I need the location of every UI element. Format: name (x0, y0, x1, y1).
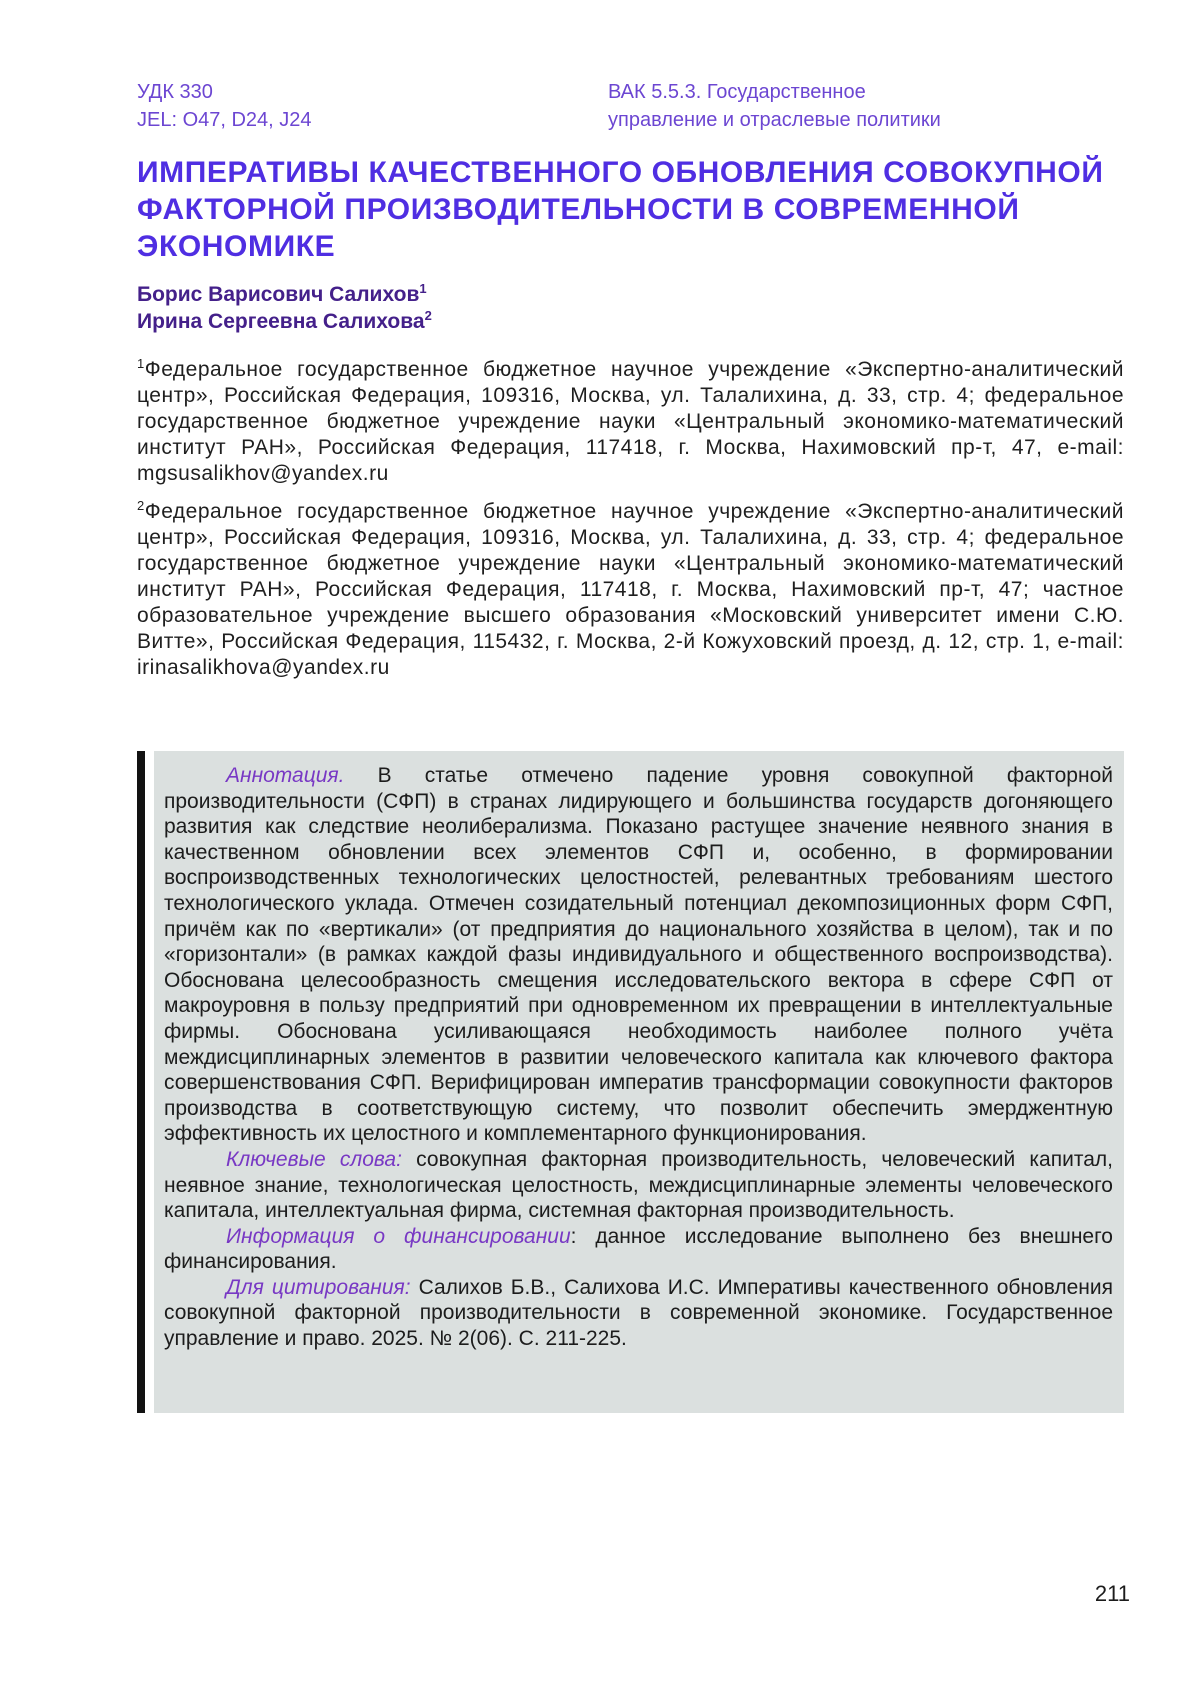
header-meta (137, 78, 1124, 134)
affiliation-1 (137, 357, 1124, 487)
vak-category-line1: ВАК 5.5.3. Государственное (608, 81, 866, 103)
keywords-label: Ключевые слова: (226, 1147, 402, 1171)
abstract-paragraph (164, 763, 1113, 1147)
affiliation-1-sup: 1 (137, 356, 145, 371)
keywords-paragraph (164, 1147, 1113, 1224)
affiliation-2 (137, 499, 1124, 681)
citation-label: Для цитирования: (226, 1275, 411, 1299)
funding-paragraph (164, 1224, 1113, 1275)
citation-paragraph (164, 1275, 1113, 1352)
author-2 (137, 308, 1124, 335)
abstract-text: В статье отмечено падение уровня совокупной факторной производительности (СФП) в странах лидирующего и большинства государств догоняющего развития как следствие неолиберализма. Показано растущее значение неявного знания в качественном обновлении всех элементов СФП и, особенно, в формировании воспроизводственных технологических целостностей, релевантных требованиям шестого технологического уклада. Отмечен созидательный потенциал декомпозиционных форм СФП, причём как по «вертикали» (от предприятия до национального хозяйства в целом), так и по «горизонтали» (в рамках каждой фазы индивидуального и общественного воспроизводства). Обоснована целесообразность смещения исследовательского вектора в сфере СФП от макроуровня в пользу предприятий при одновременном их превращении в интеллектуальные фирмы. Обоснована усиливающаяся необходимость наиболее полного учёта междисциплинарных элементов в развитии человеческого капитала как ключевого фактора совершенствования СФП. Верифицирован императив трансформации совокупности факторов производства в соответствующую систему, что позволит обеспечить эмерджентную эффективность их целостного и комплементарного функционирования. (164, 764, 1113, 1146)
citation-text: Салихов Б.В., Салихова И.С. Императивы качественного обновления совокупной факторной производительности в современной экономике. Государственное управление и право. 2025. № 2(06). С. 211-225. (164, 1275, 1114, 1351)
udk-code: УДК 330 (137, 81, 213, 103)
funding-label: Информация о финансировании (226, 1224, 571, 1248)
author-1 (137, 281, 1124, 308)
affiliation-2-text: Федеральное государственное бюджетное научное учреждение «Экспертно-аналитический центр», Российская Федерация, 109316, Москва, ул. Талалихина, д. 33, стр. 4; федеральное государственное бюджетное учреждение науки «Центральный экономико-математический институт РАН», Российская Федерация, 117418, г. Москва, Нахимовский пр-т, 47; частное образовательное учреждение высшего образования «Московский университет имени С.Ю. Витте», Российская Федерация, 115432, г. Москва, 2-й Кожуховский проезд, д. 12, стр. 1, e-mail: irinasalikhova@yandex.ru (137, 500, 1124, 679)
author-2-name: Ирина Сергеевна Салихова (137, 310, 425, 333)
affiliation-2-sup: 2 (137, 498, 145, 513)
author-1-sup: 1 (419, 281, 427, 296)
page-number: 211 (1094, 1581, 1130, 1606)
vak-category-line2: управление и отраслевые политики (608, 109, 941, 131)
funding-text: : данное исследование выполнено без внешнего финансирования. (164, 1224, 1113, 1274)
authors-block (137, 281, 1124, 335)
author-1-name: Борис Варисович Салихов (137, 283, 420, 306)
abstract-section (137, 751, 1124, 1413)
vak-category (608, 78, 1124, 134)
affiliation-1-text: Федеральное государственное бюджетное научное учреждение «Экспертно-аналитический центр», Российская Федерация, 109316, Москва, ул. Талалихина, д. 33, стр. 4; федеральное государственное бюджетное учреждение науки «Центральный экономико-математический институт РАН», Российская Федерация, 117418, г. Москва, Нахимовский пр-т, 47, e-mail: mgsusalikhov@yandex.ru (137, 358, 1124, 485)
jel-codes: JEL: O47, D24, J24 (137, 109, 312, 131)
header-meta-left (137, 78, 577, 134)
article-title: ИМПЕРАТИВЫ КАЧЕСТВЕННОГО ОБНОВЛЕНИЯ СОВОКУПНОЙ ФАКТОРНОЙ ПРОИЗВОДИТЕЛЬНОСТИ В СОВРЕМЕННОЙ ЭКОНОМИКЕ (137, 156, 1104, 263)
abstract-box (154, 751, 1124, 1413)
keywords-text: совокупная факторная производительность, человеческий капитал, неявное знание, технологическая целостность, междисциплинарные элементы человеческого капитала, интеллектуальная фирма, системная факторная производительность. (164, 1147, 1113, 1223)
abstract-accent-bar (137, 751, 145, 1413)
abstract-label: Аннотация. (226, 764, 345, 787)
author-2-sup: 2 (424, 308, 432, 323)
